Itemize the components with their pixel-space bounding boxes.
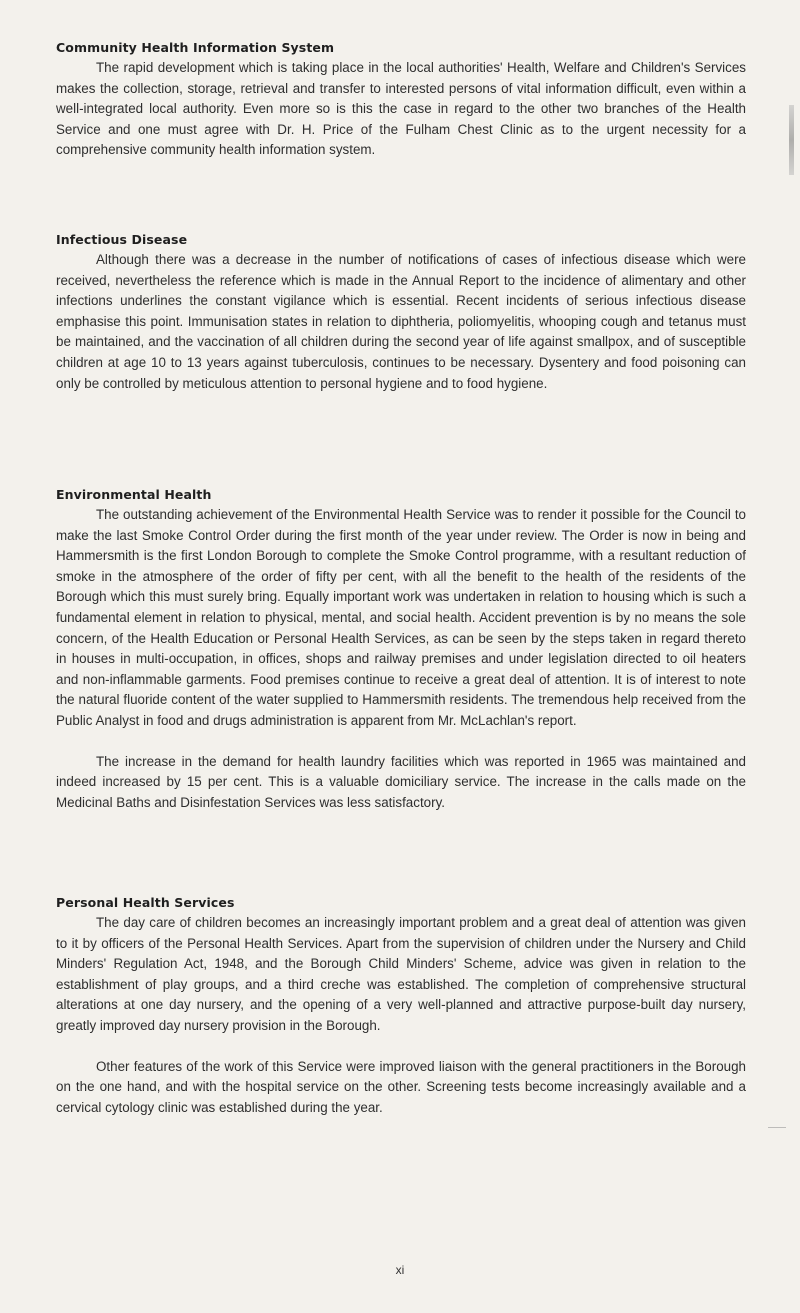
section-heading: Community Health Information System (56, 40, 335, 55)
section-community-health-information (56, 40, 746, 161)
paragraph: The day care of children becomes an increasingly important problem and a great deal of attention was given to it by officers of the Personal Health Services. Apart from the supervision of children under the Nursery and Child Minders' Regulation Act, 1948, and the Borough Child Minders' Scheme, advice was given in relation to the establishment of play groups, and a third creche was established. The completion of comprehensive structural alterations at one day nursery, and the opening of a very well-planned and attractive purpose-built day nursery, greatly improved day nursery provision in the Borough. (56, 915, 746, 1033)
paragraph: The outstanding achievement of the Environmental Health Service was to render it possible for the Council to make the last Smoke Control Order during the first month of the year under review. The Order is now in being and Hammersmith is the first London Borough to complete the Smoke Control programme, with a resultant reduction of smoke in the atmosphere of the order of fifty per cent, with all the benefit to the health of the residents of the Borough which this must surely bring. Equally important work was undertaken in relation to housing which is such a fundamental element in relation to physical, mental, and social health. Accident prevention is by no means the sole concern, of the Health Education or Personal Health Services, as can be seen by the steps taken in regard thereto in houses in multi-occupation, in offices, shops and railway premises and under legislation directed to oil heaters and non-inflammable garments. Food premises continue to receive a great deal of attention. It is of interest to note the natural fluoride content of the water supplied to Hammersmith residents. The tremendous help received from the Public Analyst in food and drugs administration is apparent from Mr. McLachlan's report. (56, 507, 746, 728)
paragraph: Although there was a decrease in the number of notifications of cases of infectious disease which were received, nevertheless the reference which is made in the Annual Report to the incidence of alimentary and other infections underlines the constant vigilance which is essential. Recent incidents of serious infectious disease emphasise this point. Immunisation states in relation to diphtheria, poliomyelitis, whooping cough and tetanus must be maintained, and the vaccination of all children during the second year of life against smallpox, and of susceptible children at age 10 to 13 years against tuberculosis, continues to be necessary. Dysentery and food poisoning can only be controlled by meticulous attention to personal hygiene and to food hygiene. (56, 252, 746, 391)
paragraph: The increase in the demand for health laundry facilities which was reported in 1965 was maintained and indeed increased by 15 per cent. This is a valuable domiciliary service. The increase in the calls made on the Medicinal Baths and Disinfestation Services was less satisfactory. (56, 753, 746, 810)
section-heading: Environmental Health (56, 487, 212, 502)
section-heading: Infectious Disease (56, 232, 188, 247)
section-infectious-disease (56, 232, 746, 394)
section-heading: Personal Health Services (56, 895, 235, 910)
scan-edge-mark (789, 105, 794, 175)
paragraph: Other features of the work of this Service were improved liaison with the general practitioners in the Borough on the one hand, and with the hospital service on the other. Screening tests become increasingly available and a cervical cytology clinic was established during the year. (56, 1058, 746, 1115)
section-environmental-health (56, 487, 746, 813)
section-personal-health-services (56, 895, 746, 1118)
scan-edge-line (768, 1127, 786, 1128)
page-number: xi (395, 1263, 405, 1277)
paragraph: The rapid development which is taking place in the local authorities' Health, Welfare and Children's Services makes the collection, storage, retrieval and transfer to interested persons of vital information difficult, even within a well-integrated local authority. Even more so is this the case in regard to the other two branches of the Health Service and one must agree with Dr. H. Price of the Fulham Chest Clinic as to the urgent necessity for a comprehensive community health information system. (56, 60, 746, 158)
